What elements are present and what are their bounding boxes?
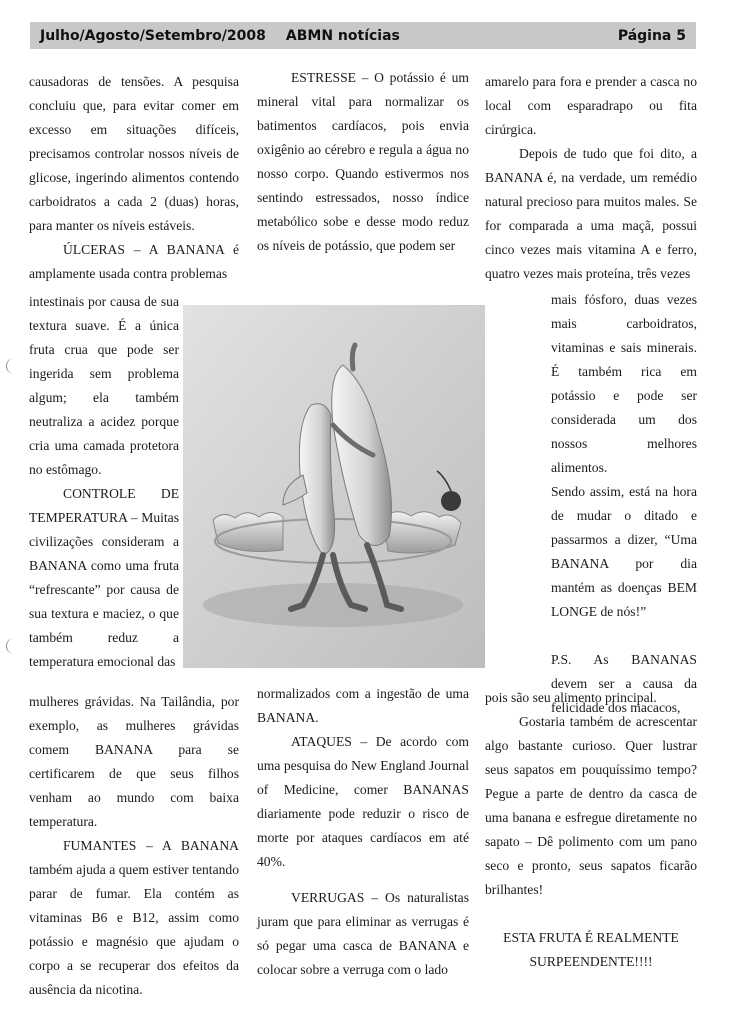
- paragraph-ulceras-cont: intestinais por causa de sua textura suave. É a única fruta crua que pode ser ingerida sem problema algum; ela também neutraliza a acidez porque cria uma camada protetora no estômago.: [29, 294, 179, 477]
- paragraph-ditado: Sendo assim, está na hora de mudar o ditado e passarmos a dizer, “Uma BANANA por dia mantém as doenças BEM LONGE de nós!”: [551, 484, 697, 619]
- column-2-top: [257, 66, 469, 258]
- paragraph-estresse-cont: normalizados com a ingestão de uma BANANA.: [257, 686, 469, 725]
- paragraph-verrugas: VERRUGAS – Os naturalistas juram que para eliminar as verrugas é só pegar uma casca de BANANA e colocar sobre a verruga com o lado: [257, 890, 469, 977]
- dancing-bananas-photo: [183, 305, 485, 668]
- paragraph-temperatura-cont: mulheres grávidas. Na Tailândia, por exemplo, as mulheres grávidas comem BANANA para se certificarem de que seus filhos venham ao mundo com baixa temperatura.: [29, 694, 239, 829]
- paragraph-remedio-cont: mais fósforo, duas vezes mais carboidratos, vitaminas e sais minerais. É também rica em potássio e pode ser considerada um dos nossos melhores alimentos.: [551, 292, 697, 475]
- column-1-narrow: [29, 290, 179, 674]
- paragraph-estresse: ESTRESSE – O potássio é um mineral vital para normalizar os batimentos cardíacos, pois envia oxigênio ao cérebro e regula a água no nosso corpo. Quando estivermos nos sentindo estressados, nosso índice metabólico sobe e desse modo reduz os níveis de potássio, que podem ser: [257, 70, 469, 253]
- page-number: Página 5: [617, 27, 686, 44]
- paragraph-ulceras-start: ÚLCERAS – A BANANA é amplamente usada contra problemas: [29, 242, 239, 281]
- publication-name: ABMN notícias: [285, 27, 400, 44]
- paragraph-sapatos: Gostaria também de acrescentar algo bastante curioso. Quer lustrar seus sapatos em pouquíssimo tempo? Pegue a parte de dentro da casca de uma banana e esfregue diretamente no sapato – Dê polimento com um pano seco e pronto, seus sapatos ficarão brilhantes!: [485, 714, 697, 897]
- paragraph-casca: amarelo para fora e prender a casca no local com esparadrapo ou fita cirúrgica.: [485, 74, 697, 137]
- column-3-narrow: [551, 288, 697, 720]
- paragraph-remedio: Depois de tudo que foi dito, a BANANA é, na verdade, um remédio natural precioso para muitos males. Se for comparada a uma maçã, possui cinco vezes mais vitamina A e ferro, quatro vezes mais proteína, três vezes: [485, 146, 697, 281]
- column-3-bottom: [485, 686, 697, 974]
- paragraph-ataques: ATAQUES – De acordo com uma pesquisa do New England Journal of Medicine, comer BANANAS diariamente pode reduzir o risco de morte por ataques cardíacos em até 40%.: [257, 734, 469, 869]
- closing-line-1: ESTA FRUTA É REALMENTE: [503, 930, 679, 945]
- scan-mark: [6, 638, 17, 654]
- paragraph-ps-cont: pois são seu alimento principal.: [485, 690, 657, 705]
- paragraph-ps: P.S. As BANANAS devem ser a causa da felicidade dos macacos,: [551, 652, 697, 715]
- column-1-top: [29, 70, 239, 290]
- scan-mark: [6, 358, 17, 374]
- column-2-bottom: [257, 682, 469, 982]
- closing-line-2: SURPEENDENTE!!!!: [529, 954, 653, 969]
- paragraph-temperatura: CONTROLE DE TEMPERATURA – Muitas civilizações consideram a BANANA como uma fruta “refrescante” por causa de sua textura e maciez, o que também reduz a temperatura emocional das: [29, 486, 179, 669]
- paragraph-tensoes: causadoras de tensões. A pesquisa concluiu que, para evitar comer em excesso em situações difíceis, precisamos controlar nossos níveis de glicose, ingerindo alimentos contendo carboidratos a cada 2 (duas) horas, para manter os níveis estáveis.: [29, 74, 239, 233]
- issue-date: Julho/Agosto/Setembro/2008: [40, 27, 266, 44]
- column-3-top: [485, 70, 697, 286]
- paragraph-fumantes: FUMANTES – A BANANA também ajuda a quem estiver tentando parar de fumar. Ela contém as vitaminas B6 e B12, assim como potássio e magnésio que ajudam o corpo a se recuperar dos efeitos da ausência da nicotina.: [29, 838, 239, 997]
- column-1-bottom: [29, 690, 239, 1002]
- page-header: [30, 22, 696, 49]
